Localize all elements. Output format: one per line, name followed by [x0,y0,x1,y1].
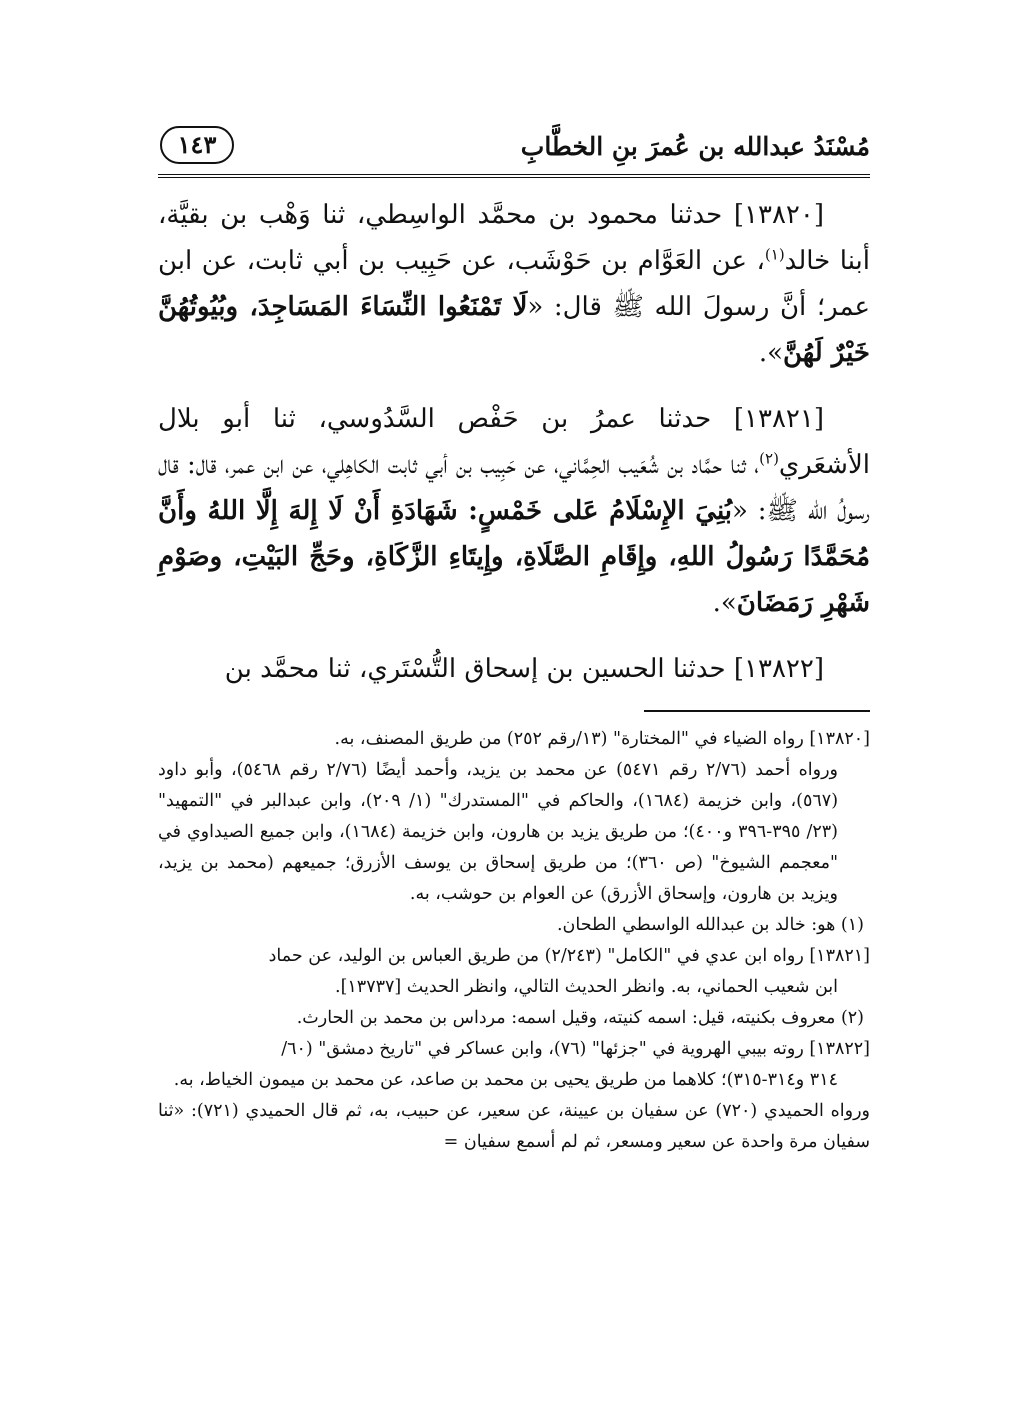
main-text [158,192,870,692]
takhrij-13822: [١٣٨٢٢] روته بيبي الهروية في "جزئها" (٧٦)، وابن عساكر في "تاريخ دمشق" (٦٠/ [281,1039,870,1059]
page-number: ١٤٣ [160,126,234,164]
takhrij-13821-continued: ابن شعيب الحماني، به. وانظر الحديث التالي، وانظر الحديث [١٣٧٣٧]. [335,977,838,997]
footnote-separator [644,710,870,712]
takhrij-13822-continued: ٣١٤ و٣١٤-٣١٥)؛ كلاهما من طريق يحيى بن محمد بن صاعد، عن محمد بن ميمون الخياط، به. [173,1070,838,1090]
footnote-ref: (٢) [759,449,779,468]
footnote-1: (١) هو: خالد بن عبدالله الواسطي الطحان. [556,915,864,935]
takhrij-13822-humaydi: ورواه الحميدي (٧٢٠) عن سفيان بن عيينة، عن سعير، عن حبيب، به، ثم قال الحميدي (٧٢١): «ثنا سفيان مرة واحدة عن سعير ومسعر، ثم لم أسمع سفيان = [158,1101,870,1152]
running-title: مُسْنَدُ عبدالله بن عُمرَ بنِ الخطَّابِ [520,132,870,161]
footnote-ref: (١) [764,245,785,264]
hadith-number: [١٣٨٢٠] [733,200,824,230]
takhrij-13821: [١٣٨٢١] رواه ابن عدي في "الكامل" (٢/٢٤٣) من طريق العباس بن الوليد، عن حماد [268,946,870,966]
hadith-matn: لَا تَمْنَعُوا النِّسَاءَ المَسَاجِدَ، وبُيُوتُهُنَّ خَيْرٌ لَهُنَّ [158,292,870,368]
isnad-text: ، ثنا حمَّاد بن شُعَيب الحِمَّاني، عن حَبِيب بن أبي ثابت الكاهِلي، عن ابن عمر، قال: قال رسولُ الله ﷺ: « [158,450,870,526]
isnad-text: حدثنا الحسين بن إسحاق التُّسْتَري، ثنا محمَّد بن [224,654,734,684]
book-page [158,118,870,1158]
isnad-text: حدثنا محمود بن محمَّد الواسِطي، ثنا وَهْب بن بقيَّة، أبنا خالد [158,200,870,276]
hadith-13822 [158,646,870,692]
isnad-text: حدثنا عمرُ بن حَفْص السَّدُوسي، ثنا أبو بلال الأشعَري [158,404,870,480]
hadith-matn: بُنِيَ الإِسْلَامُ عَلى خَمْسٍ: شَهَادَةِ أَنْ لَا إِلهَ إِلَّا اللهُ وأَنَّ مُحَمَّدًا رَسُولُ اللهِ، وإِقَامِ الصَّلَاةِ، وإِيتَاءِ الزَّكَاةِ، وحَجِّ البَيْتِ، وصَوْمِ شَهْرِ رَمَضَانَ [158,496,870,618]
hadith-number: [١٣٨٢١] [733,404,824,434]
quote-end: ». [712,588,737,618]
footnote-2: (٢) معروف بكنيته، قيل: اسمه كنيته، وقيل اسمه: مرداس بن محمد بن الحارث. [296,1008,864,1028]
hadith-13820 [158,192,870,376]
isnad-text: ، عن العَوَّام بن حَوْشَب، عن حَبِيب بن أبي ثابت، عن ابن عمر؛ أنَّ رسولَ الله ﷺ قال: « [158,246,870,322]
hadith-13821 [158,396,870,626]
hadith-number: [١٣٨٢٢] [733,654,824,684]
takhrij-13820-continued: ورواه أحمد (٢/٧٦ رقم ٥٤٧١) عن محمد بن يزيد، وأحمد أيضًا (٢/٧٦ رقم ٥٤٦٨)، وأبو داود (٥٦٧)، وابن خزيمة (١٦٨٤)، والحاكم في "المستدرك" (١/ ٢٠٩)، وابن عبدالبر في "التمهيد" (٢٣/ ٣٩٥-٣٩٦ و٤٠٠)؛ من طريق يزيد بن هارون، وابن خزيمة (١٦٨٤)، وابن جميع الصيداوي في "معجمم الشيوخ" (ص ٣٦٠)؛ من طريق إسحاق بن يوسف الأزرق؛ جميعهم (محمد بن يزيد، ويزيد بن هارون، وإسحاق الأزرق) عن العوام بن حوشب، به. [158,760,839,904]
takhrij-13820: [١٣٨٢٠] رواه الضياء في "المختارة" (١٣/رقم ٢٥٢) من طريق المصنف، به. [334,729,870,749]
footnotes [158,724,870,1158]
page-header [158,118,870,178]
quote-end: ». [758,338,783,368]
